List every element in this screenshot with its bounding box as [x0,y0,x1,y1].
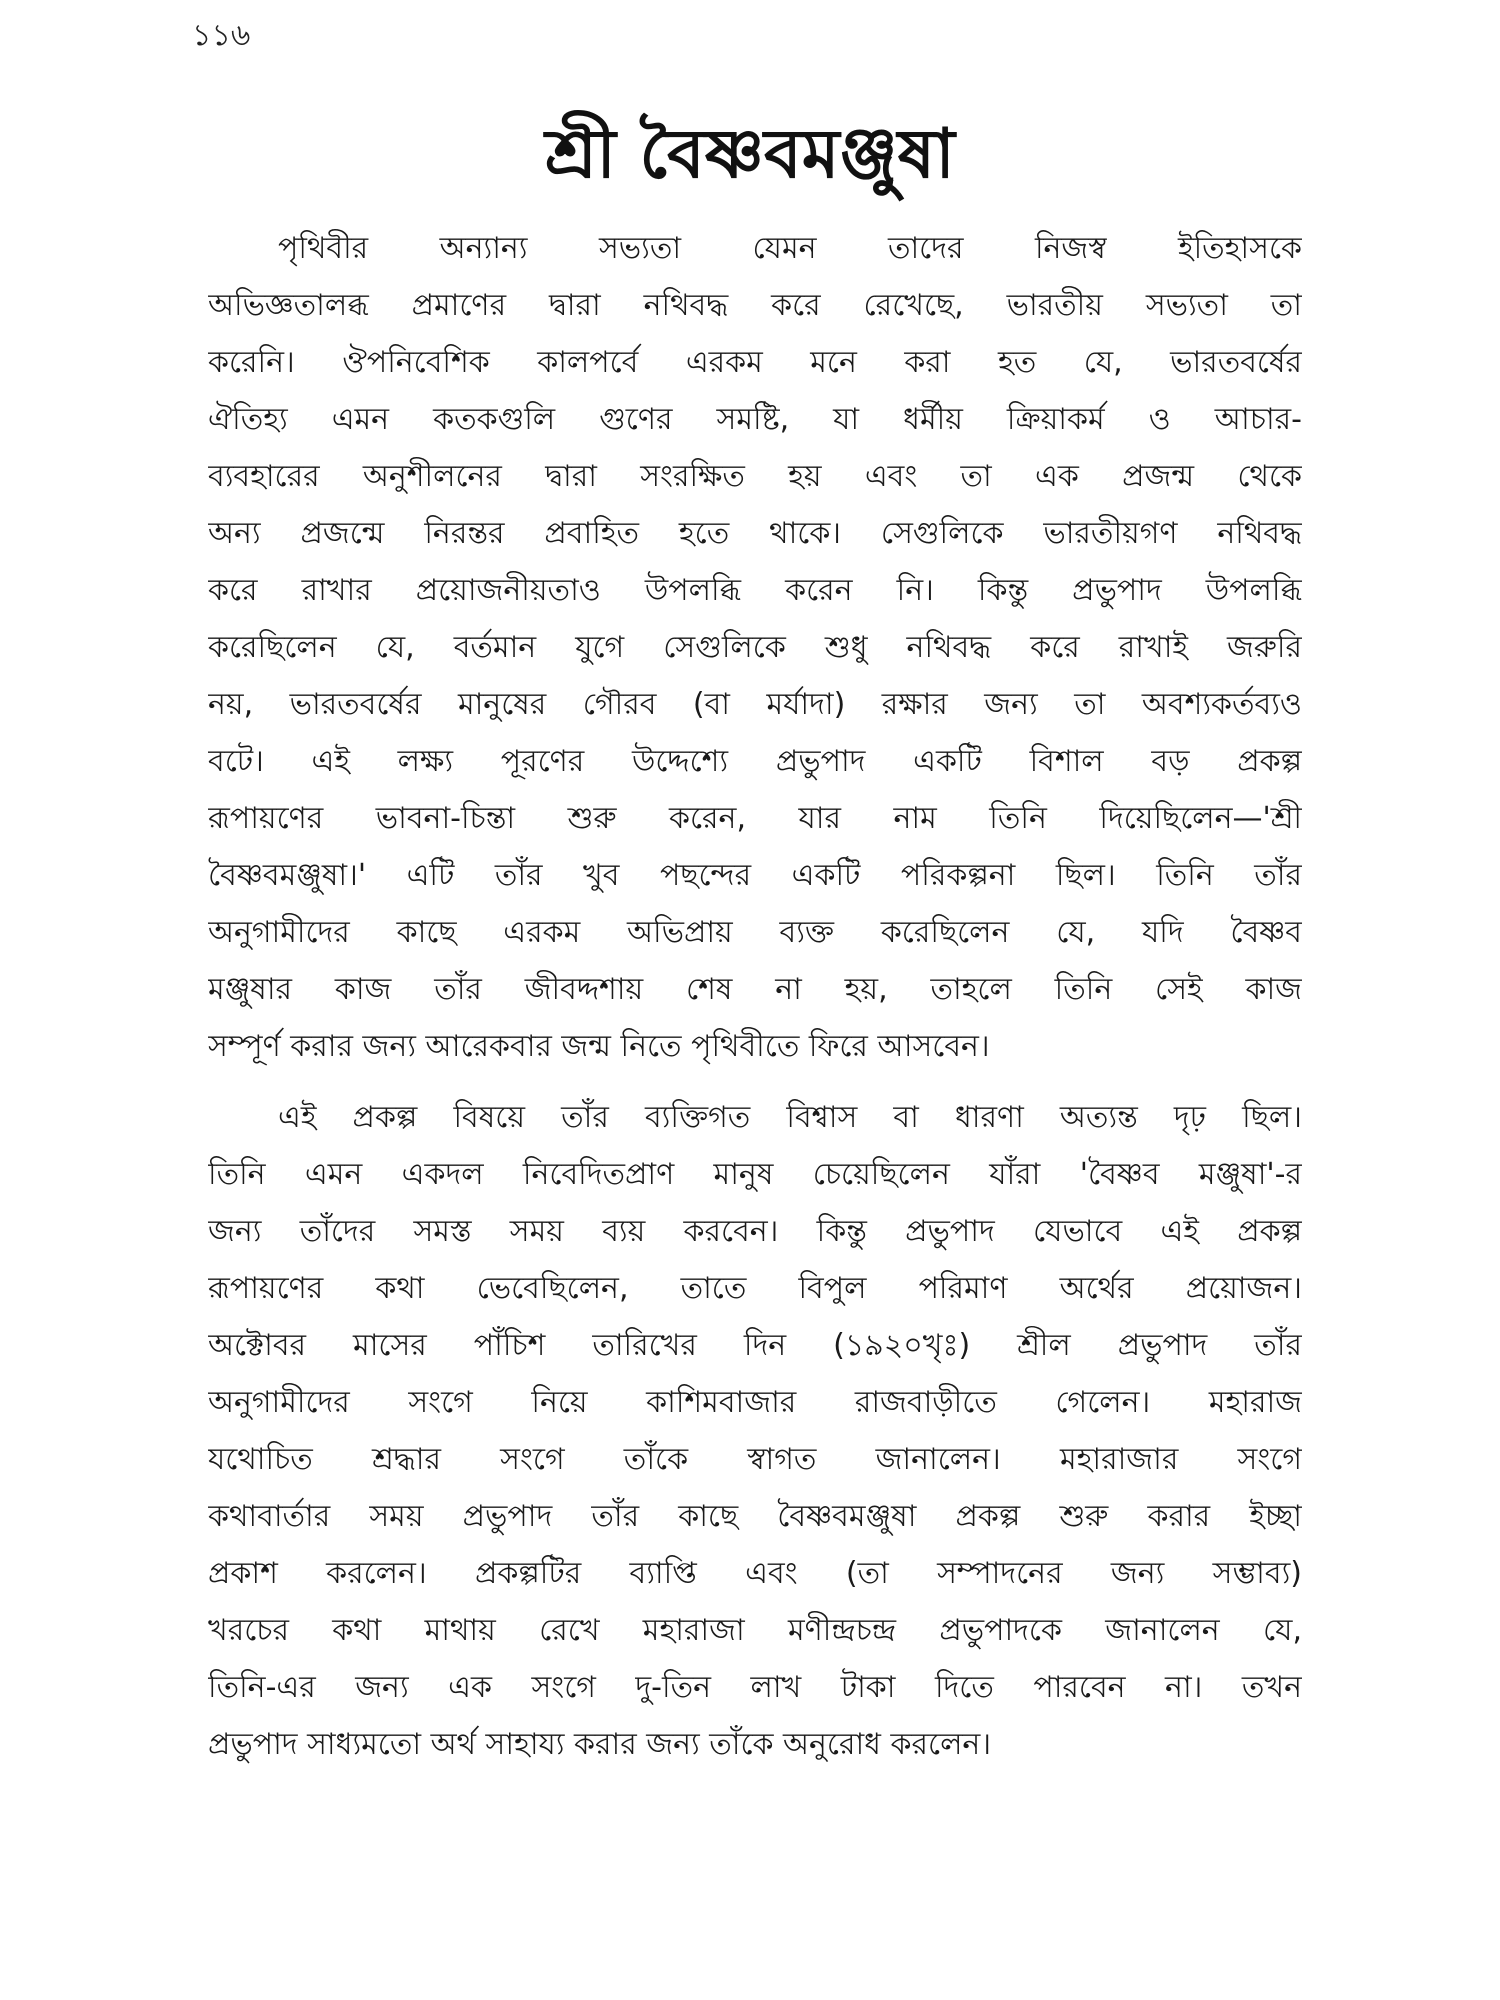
paragraph-2 [208,1089,1302,1773]
text-line: করেছিলেন যে, বর্তমান যুগে সেগুলিকে শুধু নথিবদ্ধ করে রাখাই জরুরি [208,630,1302,665]
chapter-title: শ্রী বৈষ্ণবমঞ্জুষা [545,115,955,194]
text-line: অক্টোবর মাসের পাঁচিশ তারিখের দিন (১৯২০খৃঃ) শ্রীল প্রভুপাদ তাঁর [208,1328,1302,1363]
text-line: প্রভুপাদ সাধ্যমতো অর্থ সাহায্য করার জন্য তাঁকে অনুরোধ করলেন। [208,1727,992,1762]
text-line: অনুগামীদের সংগে নিয়ে কাশিমবাজার রাজবাড়ীতে গেলেন। মহারাজ [208,1385,1302,1420]
text-line: রূপায়ণের ভাবনা-চিন্তা শুরু করেন, যার নাম তিনি দিয়েছিলেন—'শ্রী [208,801,1302,836]
text-line: করে রাখার প্রয়োজনীয়তাও উপলব্ধি করেন নি। কিন্তু প্রভুপাদ উপলব্ধি [208,573,1302,608]
text-line: অনুগামীদের কাছে এরকম অভিপ্রায় ব্যক্ত করেছিলেন যে, যদি বৈষ্ণব [208,915,1302,950]
text-line: এই প্রকল্প বিষয়ে তাঁর ব্যক্তিগত বিশ্বাস বা ধারণা অত্যন্ত দৃঢ় ছিল। [278,1100,1302,1135]
text-line: খরচের কথা মাথায় রেখে মহারাজা মণীন্দ্রচন্দ্র প্রভুপাদকে জানালেন যে, [208,1613,1302,1648]
text-line: তিনি-এর জন্য এক সংগে দু-তিন লাখ টাকা দিতে পারবেন না। তখন [208,1670,1302,1705]
text-line: বটে। এই লক্ষ্য পূরণের উদ্দেশ্যে প্রভুপাদ একটি বিশাল বড় প্রকল্প [208,744,1302,779]
text-line: জন্য তাঁদের সমস্ত সময় ব্যয় করবেন। কিন্তু প্রভুপাদ যেভাবে এই প্রকল্প [208,1214,1302,1249]
page-number: ১১৬ [192,18,251,53]
text-line: করেনি। ঔপনিবেশিক কালপর্বে এরকম মনে করা হত যে, ভারতবর্ষের [208,345,1302,380]
text-line: ঐতিহ্য এমন কতকগুলি গুণের সমষ্টি, যা ধর্মীয় ক্রিয়াকর্ম ও আচার- [208,402,1302,437]
text-line: অন্য প্রজন্মে নিরন্তর প্রবাহিত হতে থাকে। সেগুলিকে ভারতীয়গণ নথিবদ্ধ [208,516,1302,551]
text-line: মঞ্জুষার কাজ তাঁর জীবদ্দশায় শেষ না হয়, তাহলে তিনি সেই কাজ [208,972,1302,1007]
text-line: রূপায়ণের কথা ভেবেছিলেন, তাতে বিপুল পরিমাণ অর্থের প্রয়োজন। [208,1271,1302,1306]
text-line: তিনি এমন একদল নিবেদিতপ্রাণ মানুষ চেয়েছিলেন যাঁরা 'বৈষ্ণব মঞ্জুষা'-র [208,1157,1302,1192]
text-line: যথোচিত শ্রদ্ধার সংগে তাঁকে স্বাগত জানালেন। মহারাজার সংগে [208,1442,1302,1477]
text-line: অভিজ্ঞতালব্ধ প্রমাণের দ্বারা নথিবদ্ধ করে রেখেছে, ভারতীয় সভ্যতা তা [208,288,1302,323]
text-line: সম্পূর্ণ করার জন্য আরেকবার জন্ম নিতে পৃথিবীতে ফিরে আসবেন। [208,1029,990,1064]
text-line: বৈষ্ণবমঞ্জুষা।' এটি তাঁর খুব পছন্দের একটি পরিকল্পনা ছিল। তিনি তাঁর [208,858,1302,893]
body-text [208,220,1302,1773]
paragraph-1 [208,220,1302,1075]
text-line: প্রকাশ করলেন। প্রকল্পটির ব্যাপ্তি এবং (তা সম্পাদনের জন্য সম্ভাব্য) [208,1556,1302,1591]
text-line: ব্যবহারের অনুশীলনের দ্বারা সংরক্ষিত হয় এবং তা এক প্রজন্ম থেকে [208,459,1302,494]
text-line: পৃথিবীর অন্যান্য সভ্যতা যেমন তাদের নিজস্ব ইতিহাসকে [278,231,1302,266]
text-line: নয়, ভারতবর্ষের মানুষের গৌরব (বা মর্যাদা) রক্ষার জন্য তা অবশ্যকর্তব্যও [208,687,1302,722]
text-line: কথাবার্তার সময় প্রভুপাদ তাঁর কাছে বৈষ্ণবমঞ্জুষা প্রকল্প শুরু করার ইচ্ছা [208,1499,1302,1534]
